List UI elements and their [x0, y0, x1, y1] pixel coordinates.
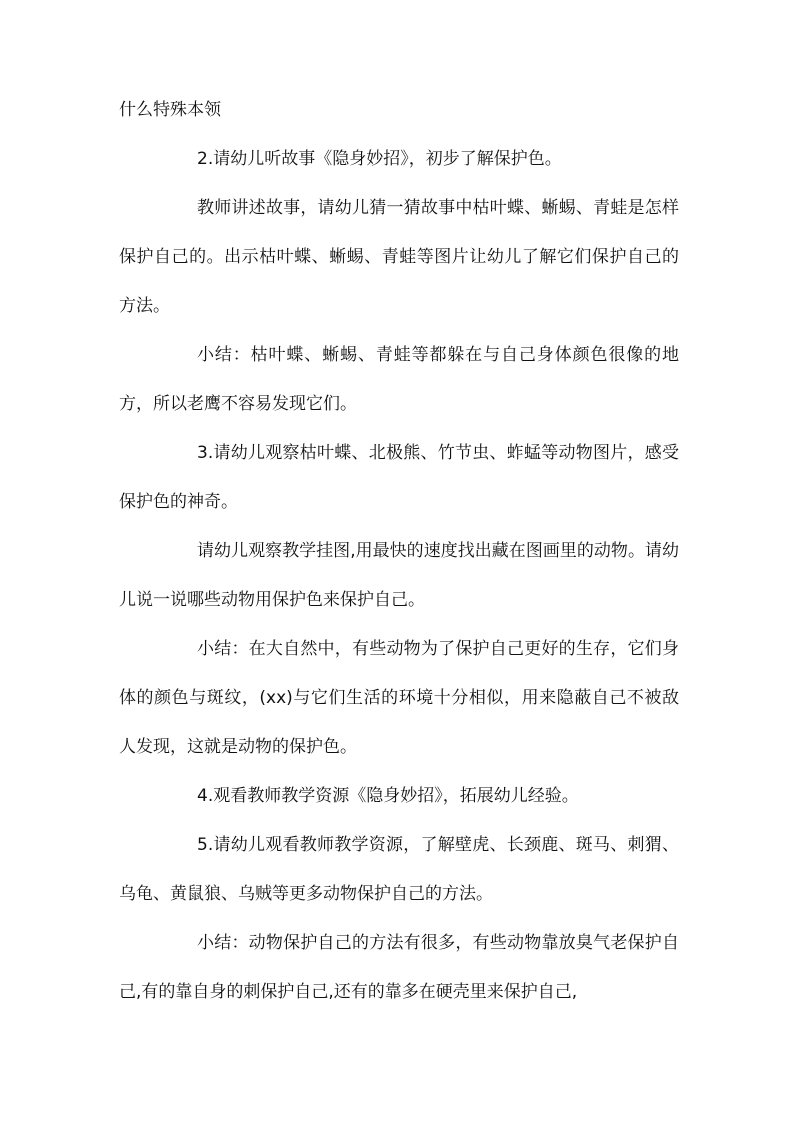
document-body — [119, 86, 679, 1017]
paragraph-observe-wallchart: 请幼儿观察教学挂图,用最快的速度找出藏在图画里的动物。请幼儿说一说哪些动物用保护色来保护自己。 — [119, 541, 679, 610]
paragraph-step-2: 2.请幼儿听故事《隐身妙招》，初步了解保护色。 — [197, 149, 562, 169]
paragraph-step-5: 5.请幼儿观看教师教学资源，了解壁虎、长颈鹿、斑马、刺猬、乌龟、黄鼠狼、乌贼等更多动物保护自己的方法。 — [119, 835, 679, 904]
paragraph-teacher-story: 教师讲述故事，请幼儿猜一猜故事中枯叶蝶、蜥蜴、青蛙是怎样保护自己的。出示枯叶蝶、蜥蜴、青蛙等图片让幼儿了解它们保护自己的方法。 — [119, 198, 679, 316]
paragraph-step-3: 3.请幼儿观察枯叶蝶、北极熊、竹节虫、蚱蜢等动物图片，感受保护色的神奇。 — [119, 443, 679, 512]
paragraph-continuation: 什么特殊本领 — [119, 100, 221, 120]
paragraph-summary-2: 小结：在大自然中，有些动物为了保护自己更好的生存，它们身体的颜色与斑纹，(xx)与它们生活的环境十分相似，用来隐蔽自己不被敌人发现，这就是动物的保护色。 — [119, 639, 679, 757]
paragraph-step-4: 4.观看教师教学资源《隐身妙招》，拓展幼儿经验。 — [197, 786, 579, 806]
paragraph-summary-3: 小结：动物保护自己的方法有很多，有些动物靠放臭气老保护自己,有的靠自身的刺保护自己,还有的靠多在硬壳里来保护自己, — [119, 933, 679, 1002]
paragraph-summary-1: 小结：枯叶蝶、蜥蜴、青蛙等都躲在与自己身体颜色很像的地方，所以老鹰不容易发现它们。 — [119, 345, 679, 414]
